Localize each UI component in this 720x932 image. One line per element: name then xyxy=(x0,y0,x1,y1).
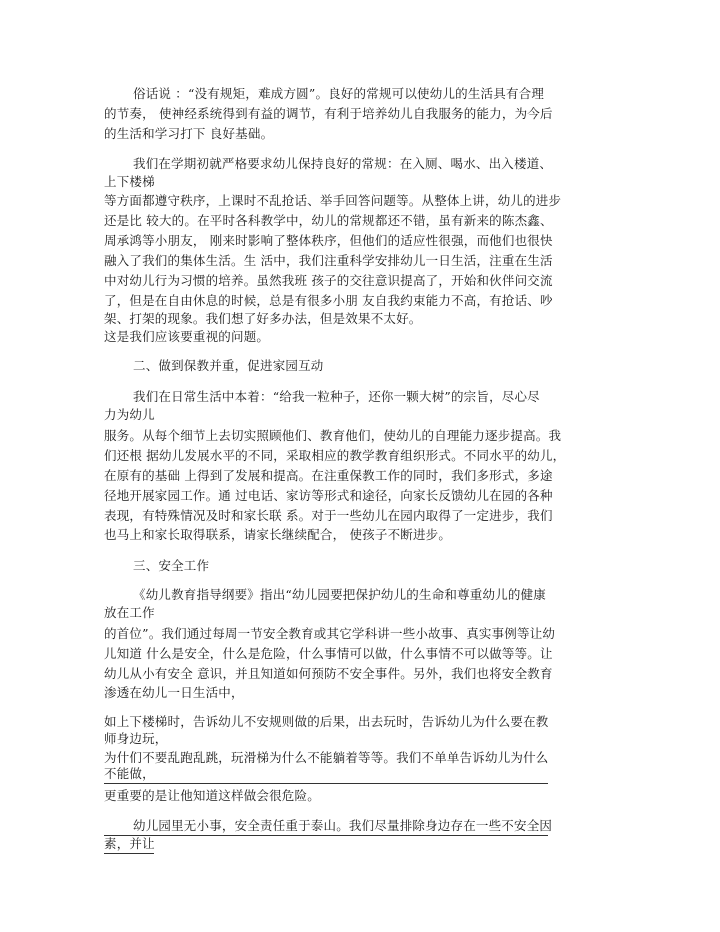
paragraph-4-line: 渗透在幼儿一日生活中， xyxy=(104,685,244,700)
paragraph-3-line: 服务。从每个细节上去切实照顾他们、教育他们，使幼儿的自理能力逐步提高。我 xyxy=(104,428,562,443)
paragraph-3-line: 们还根 据幼儿发展水平的不同，采取相应的教学教育组织形式。不同水平的幼儿， xyxy=(104,448,566,463)
paragraph-5-line: 为什们不要乱跑乱跳，玩滑梯为什么不能躺着等等。我们不单单告诉幼儿为什么 xyxy=(104,750,549,765)
paragraph-3-line: 表现，有特殊情况及时和家长联 系。对于一些幼儿在园内取得了一定进步，我们 xyxy=(104,508,553,523)
paragraph-4-line: 《幼儿教育指导纲要》指出“幼儿园要把保护幼儿的生命和尊重幼儿的健康 xyxy=(133,587,546,602)
paragraph-2-line: 了，但是在自由休息的时候，总是有很多小朋 友自我约束能力不高，有抢话、吵 xyxy=(104,293,553,308)
underline-rule xyxy=(104,835,548,836)
section-heading: 二、做到保教并重，促进家园互动 xyxy=(133,358,324,373)
paragraph-2-line: 架、打架的现象。我们想了好多办法，但是效果不太好。 xyxy=(104,311,422,326)
paragraph-5-line: 如上下楼梯时，告诉幼儿不安规则做的后果，出去玩时，告诉幼儿为什么要在教 xyxy=(104,714,549,729)
paragraph-5-line: 师身边玩， xyxy=(104,731,168,746)
paragraph-2-line: 还是比 较大的。在平时各科教学中，幼儿的常规都还不错，虽有新来的陈杰鑫、 xyxy=(104,213,553,228)
paragraph-4-line: 儿知道 什么是安全，什么是危险，什么事情可以做，什么事情不可以做等等。让 xyxy=(104,646,553,661)
paragraph-1-line: 俗话说 ：“没有规矩，难成方圆”。良好的常规可以使幼儿的生活具有合理 xyxy=(133,86,545,101)
paragraph-2-line: 这是我们应该要重视的问题。 xyxy=(104,329,270,344)
paragraph-3-line: 也马上和家长取得联系，请家长继续配合， 使孩子不断进步。 xyxy=(104,527,452,542)
paragraph-6-line: 幼儿园里无小事，安全责任重于泰山。我们尽量排除身边存在一些不安全因 xyxy=(133,818,553,833)
paragraph-4-line: 放在工作 xyxy=(104,605,155,620)
paragraph-3-line: 我们在日常生活中本着：“给我一粒种子，还你一颗大树”的宗旨，尽心尽 xyxy=(133,389,540,404)
paragraph-4-line: 幼儿从小有安全 意识，并且知道如何预防不安全事件。另外，我们也将安全教育 xyxy=(104,666,553,681)
paragraph-2-line: 我们在学期初就严格要求幼儿保持良好的常规：在入厕、喝水、出入楼道、 xyxy=(133,156,553,171)
horizontal-rule xyxy=(104,783,548,784)
paragraph-3-line: 力为幼儿 xyxy=(104,407,155,422)
paragraph-2-line: 中对幼儿行为习惯的培养。虽然我班 孩子的交往意识提高了，开始和伙伴问交流 xyxy=(104,273,553,288)
paragraph-1-line: 的节奏， 使神经系统得到有益的调节，有利于培养幼儿自我服务的能力，为今后 xyxy=(104,106,553,121)
paragraph-2-line: 周承鸿等小朋友， 刚来时影响了整体秩序，但他们的适应性很强，而他们也很快 xyxy=(104,233,553,248)
paragraph-2-line: 上下楼梯 xyxy=(104,174,155,189)
paragraph-5-line: 不能做， xyxy=(104,766,155,781)
paragraph-2-line: 等方面都遵守秩序，上课时不乱抢话、举手回答问题等。从整体上讲，幼儿的进步 xyxy=(104,193,562,208)
underline-rule xyxy=(104,853,154,854)
paragraph-4-line: 的首位”。我们通过每周一节安全教育或其它学科讲一些小故事、真实事例等让幼 xyxy=(104,626,556,641)
paragraph-6-line: 素，并让 xyxy=(104,836,155,851)
paragraph-1-line: 的生活和学习打下 良好基础。 xyxy=(104,126,274,141)
paragraph-3-line: 径地开展家园工作。通 过电话、家访等形式和途径，向家长反馈幼儿在园的各种 xyxy=(104,488,553,503)
paragraph-2-line: 融入了我们的集体生活。生 活中，我们注重科学安排幼儿一日生活，注重在生活 xyxy=(104,253,553,268)
paragraph-5-line: 更重要的是让他知道这样做会很危险。 xyxy=(104,788,320,803)
section-heading: 三、安全工作 xyxy=(133,558,210,573)
paragraph-3-line: 在原有的基础 上得到了发展和提高。在注重保教工作的同时，我们多形式，多途 xyxy=(104,468,553,483)
